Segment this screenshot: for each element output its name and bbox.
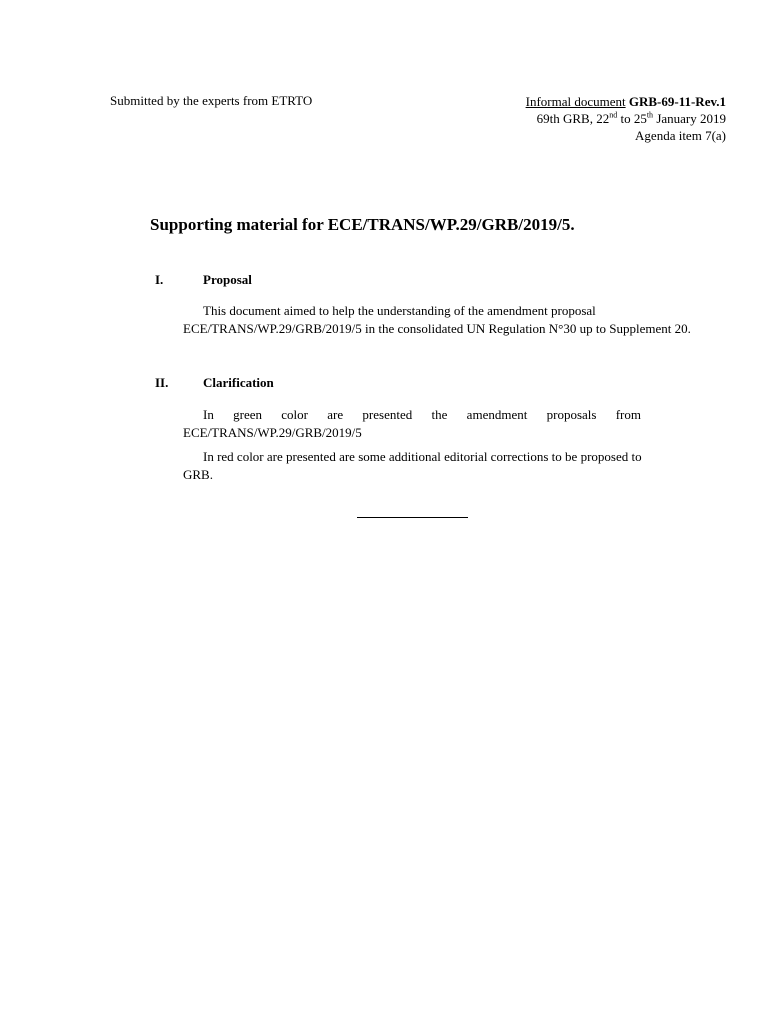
section-number-2: II. [155,375,169,390]
doc-code: GRB-69-11-Rev.1 [628,94,726,109]
clarification-paragraph-green: In green color are presented the amendment proposals from ECE/TRANS/WP.29/GRB/2019/5 [183,407,641,440]
submitted-by: Submitted by the experts from ETRTO [110,93,313,108]
document-title: Supporting material for ECE/TRANS/WP.29/GRB/2019/5. [150,215,575,234]
section-number-1: I. [155,272,164,287]
section-heading-proposal: Proposal [203,272,252,287]
clarification-paragraph-red: In red color are presented are some additional editorial corrections to be proposed to GRB. [183,449,642,482]
document-reference [526,93,726,144]
agenda-item: Agenda item 7(a) [635,128,726,143]
proposal-paragraph: This document aimed to help the understanding of the amendment proposal ECE/TRANS/WP.29/GRB/2019/5 in the consolidated UN Regulation N°30 up to Supplement 20. [183,303,691,336]
informal-document-label: Informal document [525,94,626,109]
doc-id-line [526,93,726,110]
end-rule [357,517,468,518]
section-heading-clarification: Clarification [203,375,274,390]
session-line: 69th GRB, 22nd to 25th January 2019 [536,110,726,126]
